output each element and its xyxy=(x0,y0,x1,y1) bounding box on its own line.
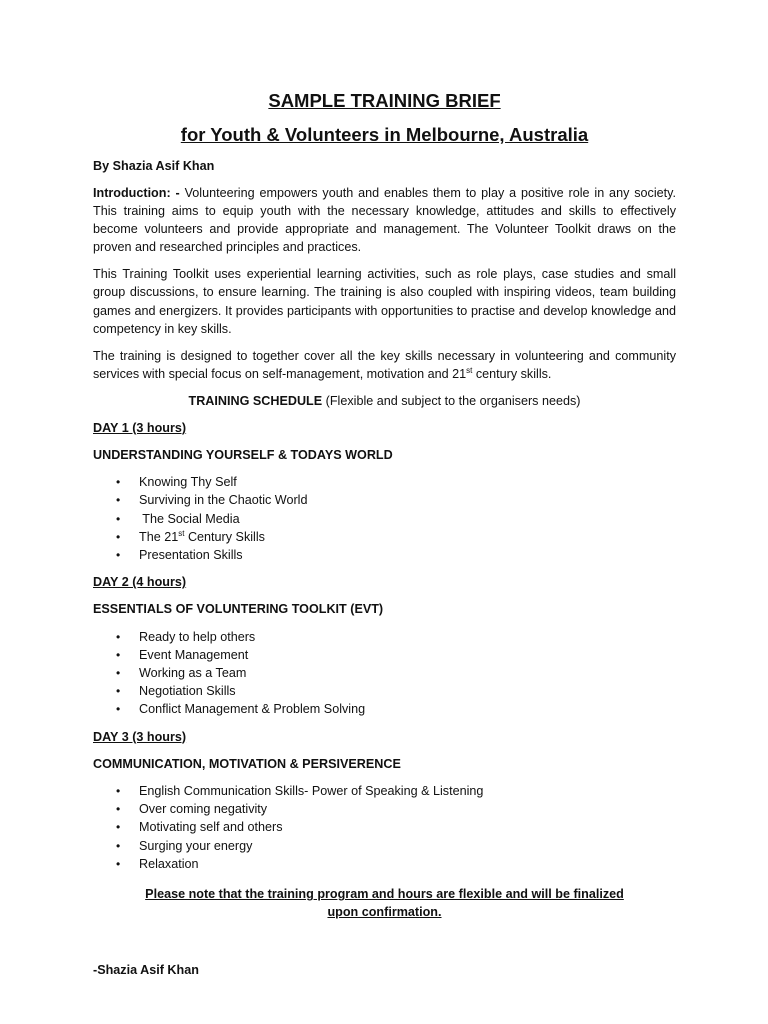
list-item: • English Communication Skills- Power of Speaking & Listening xyxy=(93,782,676,800)
list-item: • Surviving in the Chaotic World xyxy=(93,491,676,509)
paragraph-3-sup: st xyxy=(466,365,473,375)
schedule-label: TRAINING SCHEDULE xyxy=(188,393,323,408)
day-2-section: ESSENTIALS OF VOLUNTERING TOOLKIT (EVT) xyxy=(93,602,384,617)
day-2-heading: DAY 2 (4 hours) xyxy=(93,575,187,590)
paragraph-3-text: The training is designed to together cover all the key skills necessary in volunteering and community services with special focus on self-management, motivation and 21 xyxy=(93,348,676,381)
day-3-heading: DAY 3 (3 hours) xyxy=(93,729,187,744)
list-item: • Motivating self and others xyxy=(93,818,676,836)
document-body xyxy=(93,88,676,921)
list-item: • Relaxation xyxy=(93,855,676,873)
bullet-icon: • xyxy=(116,802,121,817)
list-item: • The 21st Century Skills xyxy=(93,528,676,546)
bullet-icon: • xyxy=(116,666,121,681)
day-1-heading: DAY 1 (3 hours) xyxy=(93,420,187,435)
document-subtitle: for Youth & Volunteers in Melbourne, Australia xyxy=(180,124,589,145)
list-item: • The Social Media xyxy=(93,510,676,528)
bullet-icon: • xyxy=(116,511,121,526)
closing-note: Please note that the training program and hours are flexible and will be finalized upon confirmation. xyxy=(145,887,624,920)
schedule-note: (Flexible and subject to the organisers needs) xyxy=(322,393,581,408)
list-item: • Negotiation Skills xyxy=(93,682,676,700)
day-1-section: UNDERSTANDING YOURSELF & TODAYS WORLD xyxy=(93,448,393,463)
document-title: SAMPLE TRAINING BRIEF xyxy=(268,90,501,111)
bullet-icon: • xyxy=(116,475,121,490)
day-2-list xyxy=(93,628,676,719)
bullet-icon: • xyxy=(116,493,121,508)
list-item: • Working as a Team xyxy=(93,664,676,682)
list-item: • Conflict Management & Problem Solving xyxy=(93,700,676,718)
intro-text: Volunteering empowers youth and enables them to play a positive role in any society. This training aims to equip youth with the necessary knowledge, attitudes and skills to effectively become volunteers and provide appropriate and management. The Volunteer Toolkit draws on the proven and researched principles and practices. xyxy=(93,185,676,255)
day-1-list xyxy=(93,473,676,564)
bullet-icon: • xyxy=(116,529,121,544)
paragraph-2: This Training Toolkit uses experiential learning activities, such as role plays, case studies and small group discussions, to ensure learning. The training is also coupled with inspiring videos, team building games and energizers. It provides participants with opportunities to practise and develop knowledge and competency in key skills. xyxy=(93,267,676,336)
bullet-icon: • xyxy=(116,548,121,563)
list-item: • Presentation Skills xyxy=(93,546,676,564)
paragraph-3 xyxy=(93,347,676,383)
signature: -Shazia Asif Khan xyxy=(93,963,199,977)
paragraph-3-end: century skills. xyxy=(472,366,552,381)
bullet-icon: • xyxy=(116,684,121,699)
bullet-icon: • xyxy=(116,838,121,853)
day-3-section: COMMUNICATION, MOTIVATION & PERSIVERENCE xyxy=(93,756,401,771)
bullet-icon: • xyxy=(116,629,121,644)
author-line: By Shazia Asif Khan xyxy=(93,159,215,173)
bullet-icon: • xyxy=(116,820,121,835)
list-item: • Event Management xyxy=(93,646,676,664)
day-3-list xyxy=(93,782,676,873)
bullet-icon: • xyxy=(116,647,121,662)
bullet-icon: • xyxy=(116,784,121,799)
list-item: • Ready to help others xyxy=(93,628,676,646)
list-item: • Surging your energy xyxy=(93,837,676,855)
intro-label: Introduction: - xyxy=(93,185,180,200)
bullet-icon: • xyxy=(116,702,121,717)
schedule-heading xyxy=(93,392,676,410)
list-item: • Over coming negativity xyxy=(93,800,676,818)
intro-paragraph xyxy=(93,184,676,257)
bullet-icon: • xyxy=(116,856,121,871)
list-item: • Knowing Thy Self xyxy=(93,473,676,491)
